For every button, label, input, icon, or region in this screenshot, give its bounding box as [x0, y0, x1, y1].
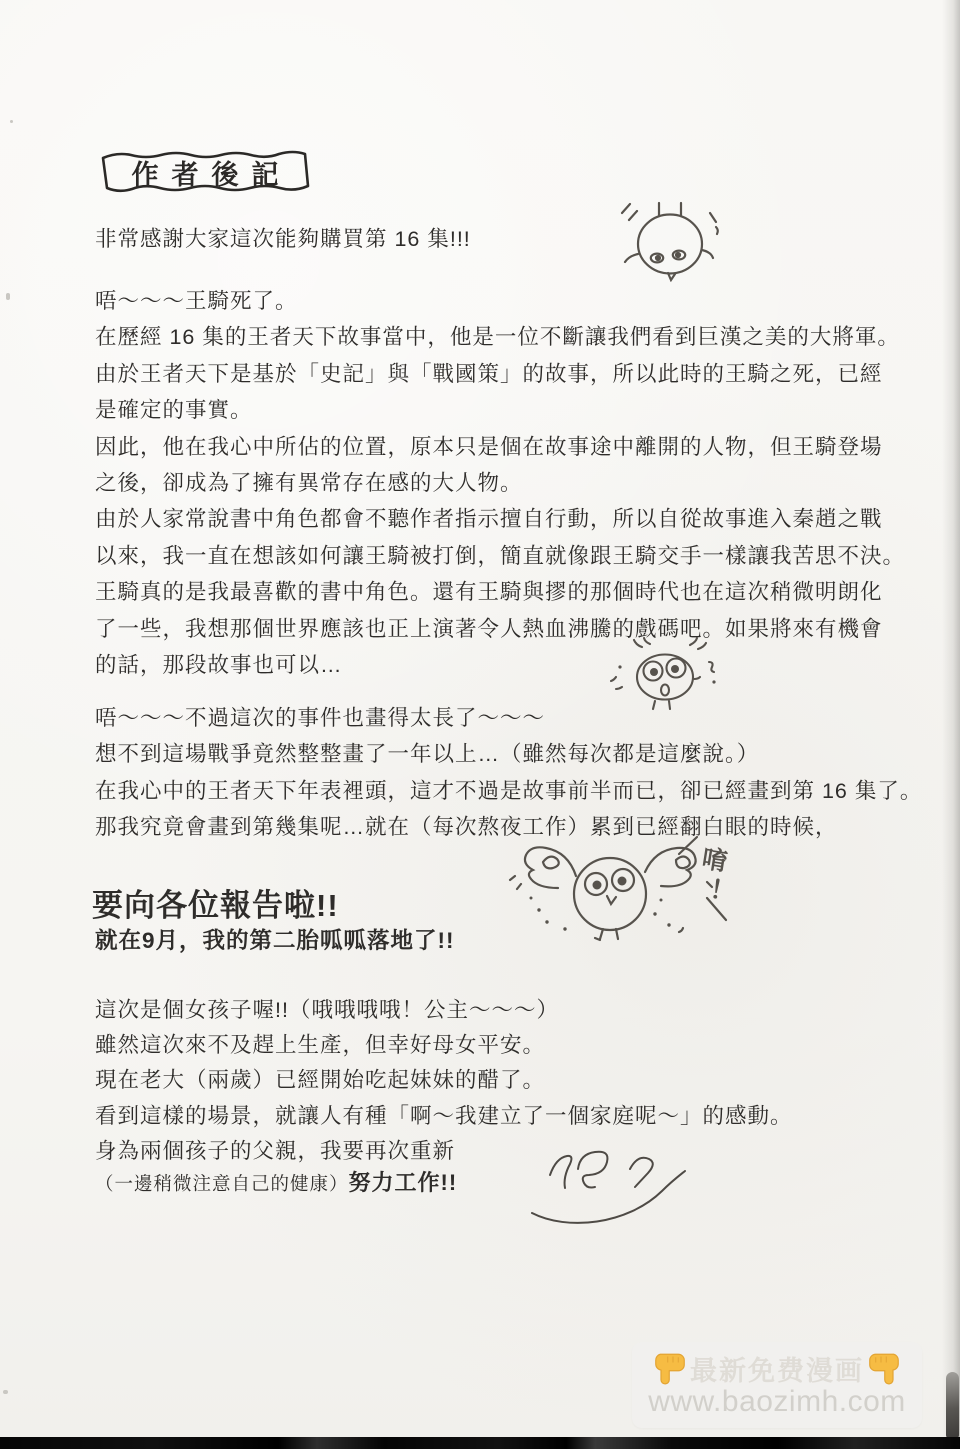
intro-line: 非常感謝大家這次能夠購買第 16 集!!! [95, 227, 471, 251]
watermark-box [632, 1342, 922, 1428]
closing-parenthetical: （一邊稍微注意自己的健康） [95, 1173, 349, 1194]
paragraph-line: 由於王者天下是基於「史記」與「戰國策」的故事，所以此時的王騎之死，已經 [95, 361, 883, 386]
paragraph-2 [95, 700, 922, 846]
scan-speck [10, 120, 13, 123]
paragraph-line: 唔～～～不過這次的事件也畫得太長了～～～ [95, 706, 546, 730]
scan-speck [3, 1390, 8, 1394]
scan-speck [6, 293, 10, 300]
watermark-url: www.baozimh.com [648, 1385, 906, 1418]
paragraph-line: 王騎真的是我最喜歡的書中角色。還有王騎與摎的那個時代也在這次稍微明朗化 [95, 580, 883, 605]
paragraph-line: 唔～～～王騎死了。 [95, 289, 298, 313]
paragraph-line: 看到這樣的場景，就讓人有種「啊～我建立了一個家庭呢～」的感動。 [95, 1103, 793, 1128]
paragraph-line: 這次是個女孩子喔!!（哦哦哦哦！公主～～～） [95, 998, 559, 1022]
paragraph-line: 那我究竟會畫到第幾集呢…就在（每次熬夜工作）累到已經翻白眼的時候， [95, 815, 838, 840]
watermark-row1 [632, 1349, 922, 1388]
page-title: 作者後記 [131, 159, 292, 190]
paragraph-line: 的話，那段故事也可以… [95, 653, 343, 678]
paragraph-line: 在我心中的王者天下年表裡頭，這才不過是故事前半而已，卻已經畫到第 16 集了。 [95, 778, 923, 803]
paragraph-line: 是確定的事實。 [95, 398, 253, 423]
title-box [98, 146, 312, 198]
paragraph-line: 在歷經 16 集的王者天下故事當中，他是一位不斷讓我們看到巨漢之美的大將軍。 [95, 325, 900, 350]
paragraph-line: 因此，他在我心中所佔的位置，原本只是個在故事途中離開的人物，但王騎登場 [95, 434, 883, 459]
scan-bottom-bar [0, 1437, 960, 1449]
paragraph-line: 了一些，我想那個世界應該也正上演著令人熱血沸騰的戲碼吧。如果將來有機會 [95, 616, 883, 641]
page-edge-dark-nub [946, 1372, 959, 1438]
paragraph-line: 想不到這場戰爭竟然整整畫了一年以上…（雖然每次都是這麼說。） [95, 742, 760, 767]
pointing-down-icon [655, 1352, 685, 1385]
closing-line [95, 1166, 457, 1197]
paragraph-line: 由於人家常說書中角色都會不聽作者指示擅自行動，所以自從故事進入秦趙之戰 [95, 507, 883, 532]
paragraph-1 [95, 283, 905, 683]
bird-upside-down-doodle [615, 192, 725, 282]
page-edge-shadow [942, 0, 960, 1449]
pointing-down-icon [869, 1352, 899, 1385]
announce-heading: 要向各位報告啦!! [92, 888, 339, 923]
paragraph-line: 雖然這次來不及趕上生產，但幸好母女平安。 [95, 1033, 546, 1058]
author-signature [522, 1135, 697, 1235]
paragraph-line: 之後，卻成為了擁有異常存在感的大人物。 [95, 471, 523, 496]
watermark-text: 最新免费漫画 [690, 1356, 864, 1386]
closing-end: 努力工作!! [348, 1170, 458, 1195]
paragraph-line: 以來，我一直在想該如何讓王騎被打倒，簡直就像跟王騎交手一樣讓我苦思不決。 [95, 543, 906, 568]
paragraph-line: 身為兩個孩子的父親，我要再次重新 [95, 1138, 456, 1163]
doodle-exclaim-text: 唷！ [691, 844, 729, 910]
announce-subline: 就在9月，我的第二胎呱呱落地了!! [95, 928, 455, 953]
paragraph-line: 現在老大（兩歲）已經開始吃起妹妹的醋了。 [95, 1068, 546, 1093]
